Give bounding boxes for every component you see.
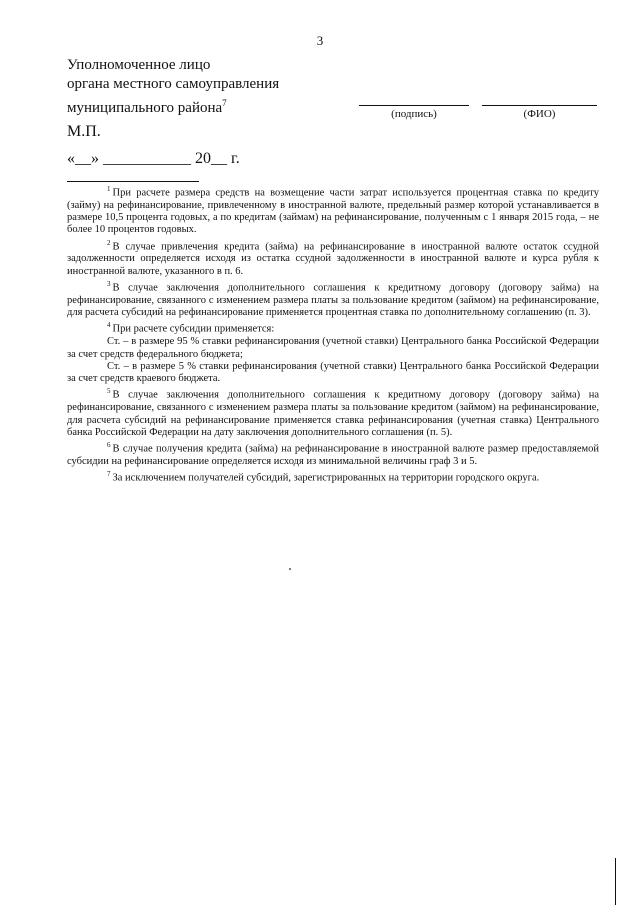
signature-caption: (подпись) [391,108,437,120]
footnote-7 [67,468,599,485]
scan-edge-line [615,858,616,905]
footnote-number: 4 [107,321,111,330]
footnote-number: 6 [107,441,111,450]
footnote-text: За исключением получателей субсидий, зарегистрированных на территории городского округа. [112,472,540,484]
footnote-text: В случае заключения дополнительного соглашения к кредитному договору (договору займа) на рефинансирование, связанного с изменением размера платы за пользование кредитом (займом) на рефинансирование, для расчета субсидий на рефинансирование применяется ставка рефинансирования (учетная ставка) Центрального банка Российской Федерации на дату заключения дополнительного соглашения (п. 5). [67,389,599,438]
footnote-text: Ст. – в размере 5 % ставки рефинансирования (учетной ставки) Центрального банка Российской Федерации за счет средств краевого бюджета. [67,360,599,385]
footnote-2 [67,237,599,278]
footnote-number: 3 [107,280,111,289]
footnote-text: Ст. – в размере 95 % ставки рефинансирования (учетной ставки) Центрального банка Российской Федерации за счет средств федерального бюджета; [67,336,599,360]
official-title-line-1: Уполномоченное лицо [67,57,211,73]
footnote-text: В случае привлечения кредита (займа) на рефинансирование в иностранной валюте остаток ссудной задолженности определяется исходя из остатка ссудной задолженности в иностранной валюте и курса рубля к иностранной валюте, указанного в п. 6. [67,241,599,277]
footnote-number: 2 [107,238,111,247]
seal-place-mark: М.П. [67,123,101,140]
date-line: «__» ___________ 20__ г. [67,150,240,167]
official-title-line-3 [67,94,279,118]
footnote-number: 5 [107,387,111,396]
footnote-number: 7 [107,470,111,479]
scan-artifact-dot [289,568,291,570]
official-signatory-block [67,56,279,118]
footnote-text: При расчете субсидии применяется: [112,323,275,335]
footnote-5 [67,385,599,439]
official-title-line-3-text: муниципального района [67,100,223,116]
footnote-separator [67,181,199,182]
footnote-4-regional-rate [67,361,599,386]
footnote-4 [67,319,599,336]
footnote-ref-7: 7 [222,98,227,108]
footnote-3 [67,278,599,319]
footnote-text: При расчете размера средств на возмещение части затрат используется процентная ставка по кредиту (займу) на рефинансирование, привлеченному в иностранной валюте, предельный размер которой устанавливается в размере 10,5 процента годовых, а по кредитам (займам) на рефинансирование, полученным с 1 января 2015 года, – не более 10 процентов годовых. [67,187,599,236]
footnote-text: В случае получения кредита (займа) на рефинансирование в иностранной валюте размер предоставляемой субсидии на рефинансирование определяется исходя из минимальной величины граф 3 и 5. [67,443,599,467]
footnote-6 [67,439,599,468]
footnote-1 [67,183,599,237]
footnote-text: В случае заключения дополнительного соглашения к кредитному договору (договору займа) на рефинансирование, связанного с изменением размера платы за пользование кредитом (займом) на рефинансирование, для расчета субсидий на рефинансирование применяется процентная ставка по дополнительному соглашению (п. 3). [67,282,599,319]
official-title-line-2: органа местного самоуправления [67,76,280,92]
page-number: 3 [316,33,324,48]
footnotes [67,183,599,485]
footnote-number: 1 [107,185,111,193]
signature-line [359,105,469,106]
fio-line [482,105,597,106]
footnote-4-federal-rate [67,336,599,361]
fio-caption: (ФИО) [523,108,556,120]
